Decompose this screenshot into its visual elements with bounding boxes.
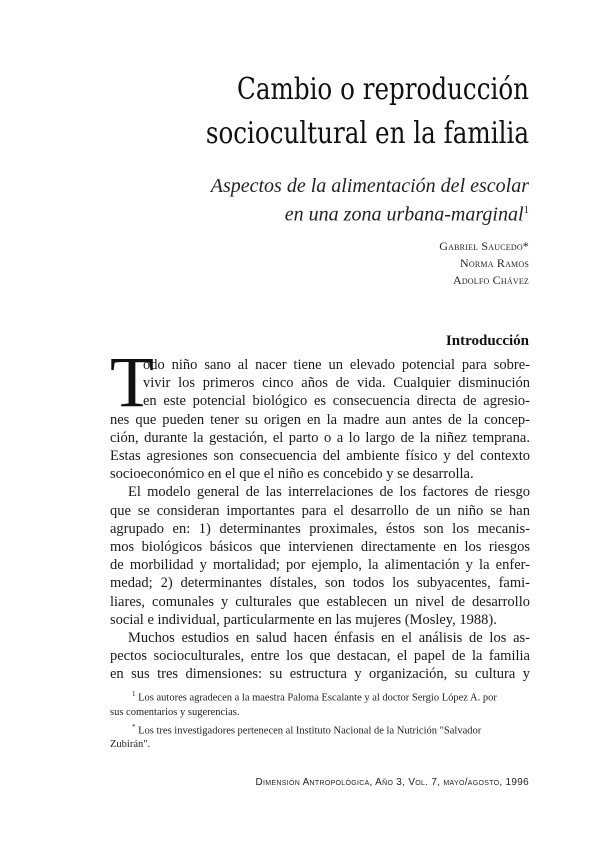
body-line: ción, durante la gestación, el parto o a lo largo de la niñez temprana. xyxy=(110,429,530,446)
footnote-2-mark: * xyxy=(132,722,136,731)
author-2: Norma Ramos xyxy=(460,256,529,270)
footnote-2-line-2: Zubirán". xyxy=(110,739,151,750)
footnote-2-text-1: Los tres investigadores pertenecen al Instituto Nacional de la Nutrición "Salvador xyxy=(138,725,482,736)
body-text xyxy=(110,356,530,684)
title-line-1: Cambio o reproducción xyxy=(237,72,529,107)
body-line: vivir los primeros cinco años de vida. Cualquier disminución xyxy=(143,375,530,392)
article-subtitle xyxy=(59,174,529,227)
footnote-2-line-1 xyxy=(110,720,530,739)
section-heading: Introducción xyxy=(445,333,529,349)
footnote-1-text-1: Los autores agradecen a la maestra Paloma Escalante y al doctor Sergio López A. por xyxy=(138,692,497,704)
body-line: Estas agresiones son consecuencia del ambiente físico y del contexto xyxy=(110,448,530,465)
author-1: Gabriel Saucedo* xyxy=(439,239,529,253)
body-line: social e individual, particularmente en las mujeres (Mosley, 1988). xyxy=(110,611,497,628)
body-line: que se consideran importantes para el desarrollo de un niño se han xyxy=(110,502,530,519)
body-line: nes que pueden tener su origen en la madre aun antes de la concep- xyxy=(110,411,530,428)
article-title xyxy=(152,68,529,156)
subtitle-line-2 xyxy=(59,198,529,227)
running-footer: Dimensión Antropológica, Año 3, Vol. 7, mayo/agosto, 1996 xyxy=(255,777,529,788)
footnote-1-line-1 xyxy=(110,687,530,706)
body-line: medad; 2) determinantes dístales, son todos los subyacentes, fami- xyxy=(110,575,530,592)
body-line: de morbilidad y mortalidad; por ejemplo, la alimentación y la enfer- xyxy=(110,557,530,574)
footnotes xyxy=(110,687,530,752)
body-line: odo niño sano al nacer tiene un elevado potencial para sobre- xyxy=(143,357,530,373)
body-line: liares, comunales y culturales que establecen un nivel de desarrollo xyxy=(110,593,530,610)
subtitle-line-2-text: en una zona urbana-marginal xyxy=(284,203,524,226)
body-line: socioeconómico en el que el niño es concebido y se desarrolla. xyxy=(110,466,474,483)
author-3: Adolfo Chávez xyxy=(452,273,529,287)
drop-cap: T xyxy=(110,342,154,422)
body-line: en sus tres dimensiones: su estructura y organización, su cultura y xyxy=(110,666,530,683)
body-line: en este potencial biológico es consecuencia directa de agresio- xyxy=(143,393,530,410)
body-line: pectos socioculturales, entre los que destacan, el papel de la familia xyxy=(110,648,530,665)
subtitle-footnote-mark: 1 xyxy=(523,204,529,216)
body-line: mos biológicos básicos que intervienen directamente en los riesgos xyxy=(110,539,530,556)
footnote-1-line-2: sus comentarios y sugerencias. xyxy=(110,706,240,718)
body-line: Muchos estudios en salud hacen énfasis en el análisis de los as- xyxy=(128,630,530,647)
title-line-2: sociocultural en la familia xyxy=(205,116,529,151)
footnote-1-mark: 1 xyxy=(132,690,136,698)
author-list xyxy=(229,238,529,289)
body-line: agrupado en: 1) determinantes proximales, éstos son los mecanis- xyxy=(110,520,530,537)
body-line: El modelo general de las interrelaciones de los factores de riesgo xyxy=(128,484,530,501)
subtitle-line-1: Aspectos de la alimentación del escolar xyxy=(210,175,529,197)
